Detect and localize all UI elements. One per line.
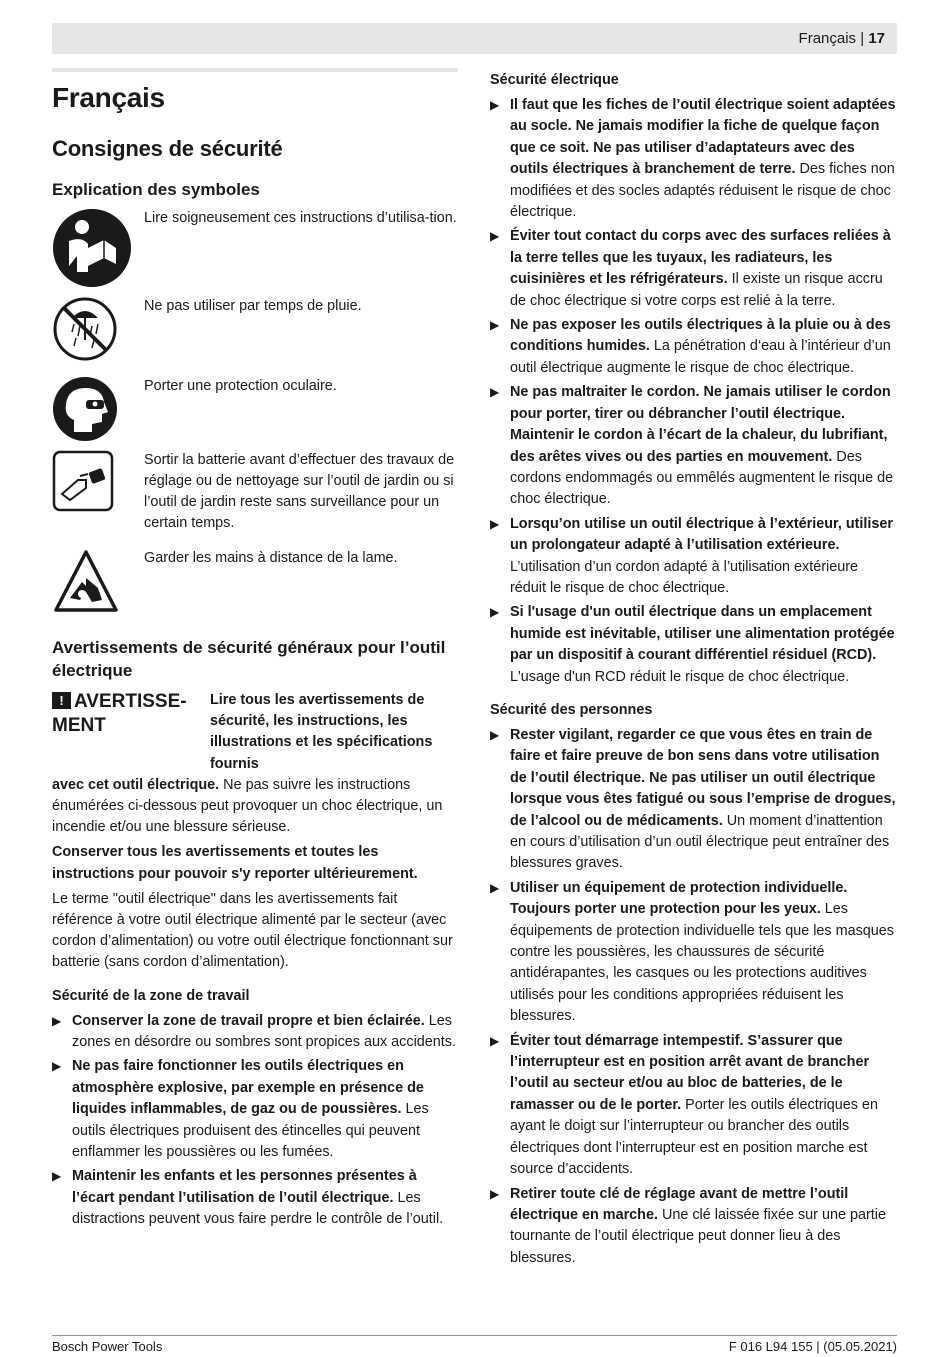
term-definition: Le terme "outil électrique" dans les avertissements fait référence à votre outil électrique alimenté par le secteur (avec cordon d’alimentation) ou votre outil électrique fonctionnant sur batterie (sans cordon d’alimentation). xyxy=(52,890,453,971)
list-item: ▶ Éviter tout démarrage intempestif. S’assurer que l’interrupteur est en position arrêt avant de brancher l’outil au secteur et/ou au bloc de batteries, de le ramasser ou de le porter. Porter les outils électriques en ayant le doigt sur l’interrupteur ou brancher des outils électriques dont l’interrupteur est en position marche est source d’accidents. xyxy=(490,1031,897,1181)
warning-intro: Lire tous les avertissements de sécurité, les instructions, les illustrations et les spécifications fournis xyxy=(210,692,433,772)
symbol-row xyxy=(52,548,458,628)
work-area-heading: Sécurité de la zone de travail xyxy=(52,987,250,1004)
symbol-description: Garder les mains à distance de la lame. xyxy=(144,550,398,566)
symbol-row xyxy=(52,450,458,548)
list-item: ▶ Éviter tout contact du corps avec des surfaces reliées à la terre telles que les tuyaux, les radiateurs, les cuisinières et les réfrigérateurs. Il existe un risque accru de choc électrique si votre corps est relié à la terre. xyxy=(490,226,897,312)
page-header-bar xyxy=(52,23,897,54)
footer-brand: Bosch Power Tools xyxy=(52,1339,163,1354)
remove-battery-icon xyxy=(52,450,132,512)
warning-word: AVERTISSE-MENT xyxy=(52,691,187,736)
warning-cont-text: Ne pas suivre les instructions énumérées ci-dessous peut provoquer un choc électrique, un incendie et/ou une blessure sérieuse. xyxy=(52,776,443,836)
list-item: ▶ Il faut que les fiches de l’outil électrique soient adaptées au socle. Ne jamais modifier la fiche de quelque façon que ce soit. Ne pas utiliser d’adaptateurs avec des outils électriques à branchement de terre. Des fiches non modifiées et des socles adaptés réduisent le risque de choc électrique. xyxy=(490,95,897,223)
symbol-row xyxy=(52,376,458,450)
list-item: ▶ Ne pas maltraiter le cordon. Ne jamais utiliser le cordon pour porter, tirer ou débrancher l’outil électrique. Maintenir le cordon à l’écart de la chaleur, du lubrifiant, des arêtes vives ou des parties en mouvement. Des cordons endommagés ou emmêlés augmentent le risque de choc électrique. xyxy=(490,382,897,510)
eye-protection-icon xyxy=(52,376,132,442)
page-number: 17 xyxy=(868,30,885,47)
header-language: Français xyxy=(798,30,857,47)
list-item: ▶ Utiliser un équipement de protection individuelle. Toujours porter une protection pour les yeux. Les équipements de protection individuelle tels que les masques contre les poussières, les chaussures de sécurité antidérapantes, les casques ou les protections auditives utilisés pour les conditions appropriées réduisent les blessures. xyxy=(490,878,897,1028)
footer-rule xyxy=(52,1335,897,1336)
list-item: ▶ Conserver la zone de travail propre et bien éclairée. Les zones en désordre ou sombres sont propices aux accidents. xyxy=(52,1011,458,1054)
right-column xyxy=(490,70,897,1272)
list-item: ▶ Retirer toute clé de réglage avant de mettre l’outil électrique en marche. Une clé laissée fixée sur une partie tournante de l’outil électrique peut donner lieu à des blessures. xyxy=(490,1184,897,1270)
left-column xyxy=(52,68,458,1234)
personal-safety-list xyxy=(490,725,897,1269)
keep-instructions: Conserver tous les avertissements et toutes les instructions pour pouvoir s'y reporter ultérieurement. xyxy=(52,844,418,882)
header-separator: | xyxy=(860,30,865,47)
warning-label xyxy=(52,690,202,775)
personal-safety-heading: Sécurité des personnes xyxy=(490,701,653,718)
list-item: ▶ Ne pas exposer les outils électriques à la pluie ou à des conditions humides. La pénétration d‘eau à l’intérieur d’un outil électrique augmente le risque de choc électrique. xyxy=(490,315,897,379)
no-rain-icon xyxy=(52,296,132,362)
symbol-description: Sortir la batterie avant d’effectuer des travaux de réglage ou de nettoyage sur l’outil de jardin ou si l’outil de jardin reste sans surveillance pour un certain temps. xyxy=(144,452,455,531)
list-item: ▶ Rester vigilant, regarder ce que vous êtes en train de faire et faire preuve de bon sens dans votre utilisation de l’outil électrique. Ne pas utiliser un outil électrique lorsque vous êtes fatigué ou sous l’emprise de drogues, de l’alcool ou de médicaments. Un moment d’inattention en cours d’utilisation d’un outil électrique peut entraîner des blessures graves. xyxy=(490,725,897,875)
list-item: ▶ Si l'usage d'un outil électrique dans un emplacement humide est inévitable, utiliser une alimentation protégée par un dispositif à courant différentiel résiduel (RCD). L'usage d'un RCD réduit le risque de choc électrique. xyxy=(490,602,897,688)
warning-block xyxy=(52,690,458,775)
list-item: ▶ Lorsqu’on utilise un outil électrique à l’extérieur, utiliser un prolongateur adapté à l’utilisation extérieure. L’utilisation d’un cordon adapté à l’utilisation extérieure réduit le risque de choc électrique. xyxy=(490,514,897,600)
symbol-description: Ne pas utiliser par temps de pluie. xyxy=(144,298,362,314)
keep-hands-away-blade-icon xyxy=(52,548,132,614)
language-title: Français xyxy=(52,82,165,113)
symbol-description: Lire soigneusement ces instructions d’utilisa-tion. xyxy=(144,210,457,226)
symbol-row xyxy=(52,208,458,296)
work-area-list xyxy=(52,1011,458,1231)
list-item: ▶ Ne pas faire fonctionner les outils électriques en atmosphère explosive, par exemple en présence de liquides inflammables, de gaz ou de poussières. Les outils électriques produisent des étincelles qui peuvent enflammer les poussières ou les fumées. xyxy=(52,1056,458,1163)
symbol-description: Porter une protection oculaire. xyxy=(144,378,337,394)
section-heading: Consignes de sécurité xyxy=(52,136,283,161)
electrical-list xyxy=(490,95,897,688)
warning-continuation xyxy=(52,775,458,839)
symbol-row xyxy=(52,296,458,376)
read-manual-icon xyxy=(52,208,132,288)
general-warnings-heading: Avertissements de sécurité généraux pour l’outil électrique xyxy=(52,638,446,680)
warning-triangle-icon: ! xyxy=(52,692,71,709)
warning-cont-bold: avec cet outil électrique. xyxy=(52,776,220,793)
electrical-heading: Sécurité électrique xyxy=(490,72,619,88)
list-item: ▶ Maintenir les enfants et les personnes présentes à l’écart pendant l’utilisation de l’outil électrique. Les distractions peuvent vous faire perdre le contrôle de l’outil. xyxy=(52,1166,458,1230)
header-text xyxy=(799,30,885,47)
footer-doc-number: F 016 L94 155 | (05.05.2021) xyxy=(728,1339,897,1354)
symbols-heading: Explication des symboles xyxy=(52,180,260,199)
